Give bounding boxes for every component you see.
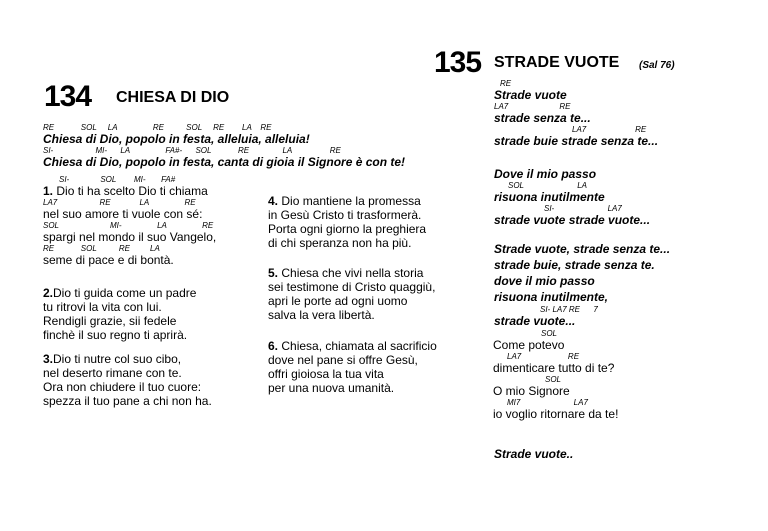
lyric-line: seme di pace e di bontà. bbox=[43, 253, 174, 267]
chord-line: SOL LA bbox=[508, 181, 587, 190]
verse-number: 3. bbox=[43, 352, 54, 366]
chord-line: LA7 RE bbox=[507, 352, 580, 361]
lyric-line: dove il mio passo bbox=[494, 274, 595, 288]
lyric-line: Chiesa che vivi nella storia bbox=[281, 266, 424, 280]
lyric-line: Dio ti nutre col suo cibo, bbox=[53, 352, 182, 366]
lyric-line: in Gesù Cristo ti trasformerà. bbox=[268, 208, 422, 222]
song-135-number: 135 bbox=[434, 46, 482, 79]
verse-number: 6. bbox=[268, 339, 279, 353]
lyric-line: Rendigli grazie, sii fedele bbox=[43, 314, 177, 328]
lyric-line: Dio ti ha scelto Dio ti chiama bbox=[56, 184, 208, 198]
song-134-title: CHIESA DI DIO bbox=[116, 89, 230, 106]
chord-line: SI- LA7 RE 7 bbox=[540, 305, 598, 314]
chord-line: RE SOL LA RE SOL RE LA RE bbox=[43, 123, 272, 132]
song-134-number: 134 bbox=[44, 80, 92, 113]
chord-line: SI- SOL MI- FA# bbox=[59, 175, 176, 184]
song-135-stanza-3 bbox=[494, 241, 670, 328]
lyric-line: Strade vuote bbox=[494, 88, 567, 102]
song-134-verse-4 bbox=[268, 194, 426, 250]
lyric-line: strade vuote... bbox=[494, 314, 576, 328]
song-135-title: STRADE VUOTE bbox=[494, 54, 620, 71]
lyric-line: apri le porte ad ogni uomo bbox=[268, 294, 408, 308]
song-134-refrain bbox=[43, 123, 405, 169]
chord-line: SI- MI- LA FA#- SOL RE LA RE bbox=[43, 146, 341, 155]
chord-line: LA7 RE bbox=[572, 125, 647, 134]
verse-number: 1. bbox=[43, 184, 54, 198]
lyric-line: salva la vera libertà. bbox=[268, 308, 375, 322]
lyric-line: nel deserto rimane con te. bbox=[43, 366, 182, 380]
lyric-line: O mio Signore bbox=[493, 384, 570, 398]
lyric-line: Come potevo bbox=[493, 338, 565, 352]
lyric-line: offri gioiosa la tua vita bbox=[268, 367, 384, 381]
lyric-line: risuona inutilmente, bbox=[494, 290, 609, 304]
lyric-line: per una nuova umanità. bbox=[268, 381, 395, 395]
lyric-line: Dio ti guida come un padre bbox=[53, 286, 197, 300]
song-135-stanza-1 bbox=[494, 79, 658, 148]
chord-line: SI- LA7 bbox=[544, 204, 622, 213]
chord-line: LA7 RE bbox=[494, 102, 571, 111]
chord-line: LA7 RE LA RE bbox=[43, 198, 196, 207]
lyric-line: di chi speranza non ha più. bbox=[268, 236, 412, 250]
lyric-line: risuona inutilmente bbox=[494, 190, 605, 204]
lyric-line: strade vuote strade vuote... bbox=[494, 213, 651, 227]
refrain-line: Chiesa di Dio, popolo in festa, alleluia, alleluia! bbox=[43, 132, 310, 146]
lyric-line: dove nel pane si offre Gesù, bbox=[268, 353, 418, 367]
lyric-line: Chiesa, chiamata al sacrificio bbox=[281, 339, 437, 353]
chord-line: SOL bbox=[541, 329, 558, 338]
lyric-line: io voglio ritornare da te! bbox=[493, 407, 619, 421]
chord-line: SOL MI- LA RE bbox=[43, 221, 214, 230]
lyric-line: spargi nel mondo il suo Vangelo, bbox=[43, 230, 217, 244]
refrain-line: Chiesa di Dio, popolo in festa, canta di gioia il Signore è con te! bbox=[43, 155, 406, 169]
lyric-line: Porta ogni giorno la preghiera bbox=[268, 222, 427, 236]
song-135-stanza-4 bbox=[493, 329, 618, 421]
lyric-line: finchè il suo regno ti aprirà. bbox=[43, 328, 188, 342]
lyric-line: Strade vuote, strade senza te... bbox=[494, 242, 671, 256]
lyric-line: spezza il tuo pane a chi non ha. bbox=[43, 394, 212, 408]
lyric-line: Ora non chiudere il tuo cuore: bbox=[43, 380, 202, 394]
lyric-line: Dio mantiene la promessa bbox=[281, 194, 421, 208]
song-134-verse-6 bbox=[268, 339, 437, 395]
song-134-verse-1 bbox=[43, 175, 216, 267]
song-134-verse-3 bbox=[43, 352, 212, 408]
chord-line: MI7 LA7 bbox=[507, 398, 588, 407]
lyric-line: strade senza te... bbox=[494, 111, 591, 125]
song-134-verse-2 bbox=[43, 286, 196, 342]
lyric-line: strade buie strade senza te... bbox=[494, 134, 659, 148]
song-135-stanza-2 bbox=[494, 167, 650, 227]
verse-number: 5. bbox=[268, 266, 279, 280]
lyric-line: dimenticare tutto di te? bbox=[493, 361, 615, 375]
chord-line: RE bbox=[500, 79, 512, 88]
verse-number: 4. bbox=[268, 194, 279, 208]
lyric-line: tu ritrovi la vita con lui. bbox=[43, 300, 162, 314]
chord-line: RE SOL RE LA bbox=[43, 244, 160, 253]
song-135-reference: (Sal 76) bbox=[639, 60, 675, 71]
lyric-line: sei testimone di Cristo quaggiù, bbox=[268, 280, 436, 294]
lyric-line: Dove il mio passo bbox=[494, 167, 597, 181]
song-135-ending: Strade vuote.. bbox=[494, 447, 574, 461]
lyric-line: strade buie, strade senza te. bbox=[494, 258, 655, 272]
song-134-verse-5 bbox=[268, 266, 435, 322]
verse-number: 2. bbox=[43, 286, 54, 300]
chord-line: SOL bbox=[545, 375, 562, 384]
lyric-line: nel suo amore ti vuole con sé: bbox=[43, 207, 203, 221]
